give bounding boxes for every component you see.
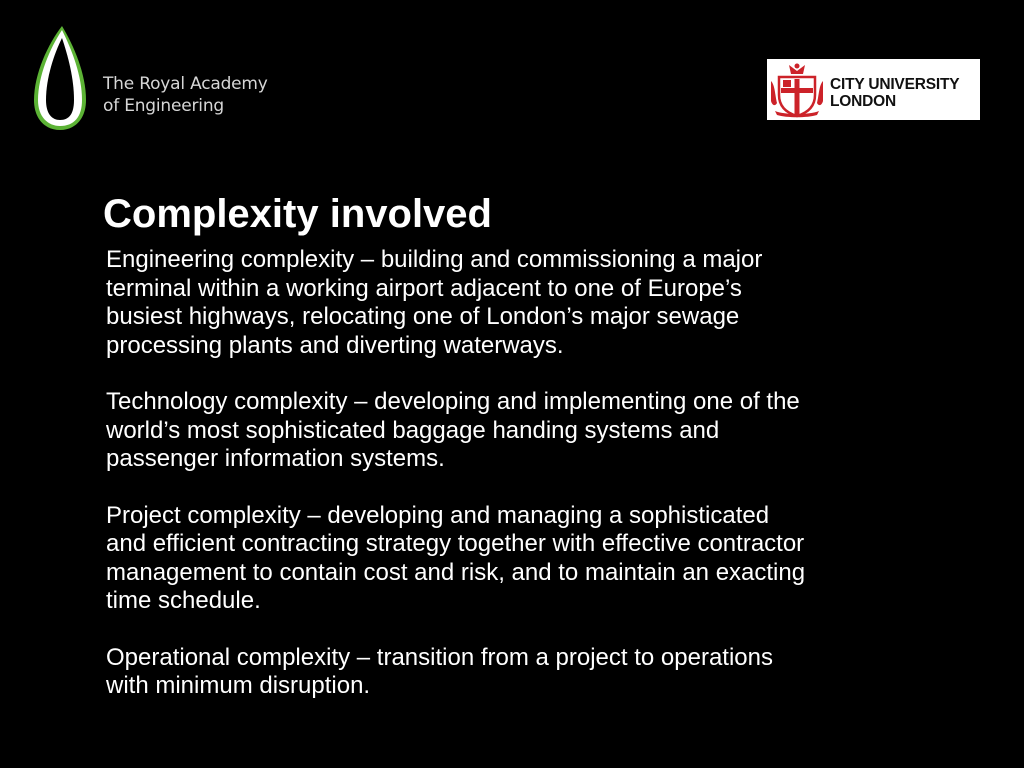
city-university-crest-icon	[769, 61, 825, 118]
paragraph-engineering-complexity: Engineering complexity – building and commissioning a major terminal within a working airport adjacent to one of Europe’s busiest highways, relocating one of London’s major sewage processing plants and diverting waterways.	[106, 246, 763, 359]
paragraph-technology-complexity: Technology complexity – developing and implementing one of the world’s most sophisticated baggage handing systems and passenger information systems.	[106, 388, 800, 472]
royal-academy-logo	[30, 22, 270, 134]
slide-title: Complexity involved	[103, 192, 492, 236]
royal-academy-line2: of Engineering	[103, 96, 224, 116]
city-university-line2: LONDON	[830, 93, 896, 110]
city-university-logo	[767, 59, 980, 120]
city-university-wordmark	[830, 76, 959, 110]
royal-academy-drop-icon	[30, 22, 90, 134]
slide-body	[106, 246, 986, 729]
city-university-line1: CITY UNIVERSITY	[830, 76, 960, 93]
royal-academy-wordmark	[103, 73, 268, 117]
paragraph-operational-complexity: Operational complexity – transition from a project to operations with minimum disruption.	[106, 643, 773, 699]
royal-academy-line1: The Royal Academy	[103, 74, 268, 94]
paragraph-project-complexity: Project complexity – developing and managing a sophisticated and efficient contracting strategy together with effective contractor management to contain cost and risk, and to maintain an exacting time schedule.	[106, 501, 806, 614]
